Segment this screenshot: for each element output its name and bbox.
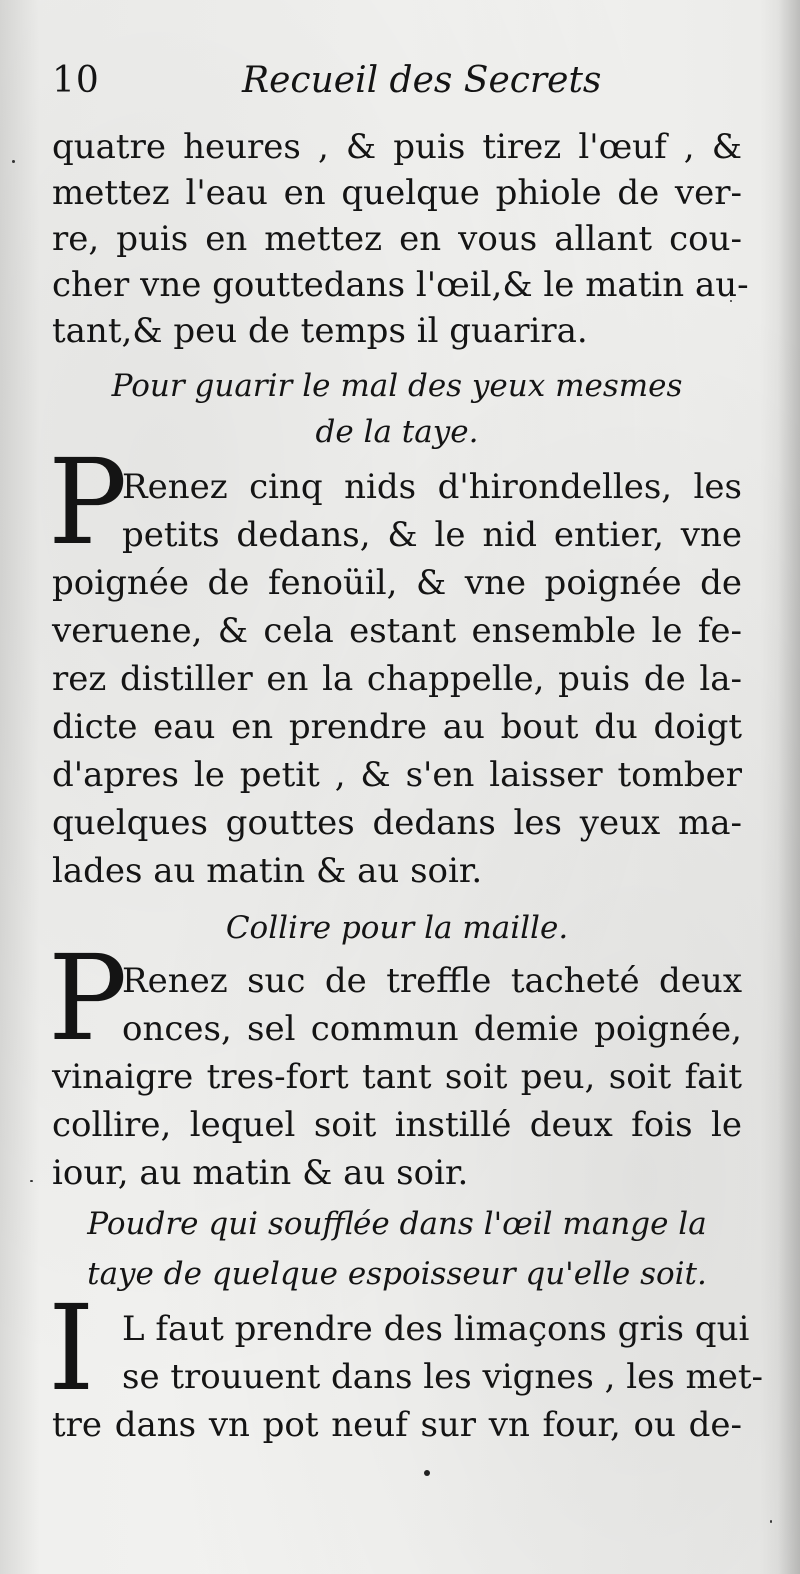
text-line: veruene, & cela estant ensemble le fe- (52, 611, 742, 651)
drop-cap: P (48, 929, 128, 1067)
ink-speck (30, 1180, 33, 1182)
text-line: vinaigre tres-fort tant soit peu, soit fait (52, 1057, 742, 1097)
running-title: Recueil des Secrets (242, 60, 602, 101)
section-heading: Pour guarir le mal des yeux mesmes (111, 368, 683, 404)
text-line: rez distiller en la chappelle, puis de la- (52, 659, 742, 699)
text-line: Renez suc de treffle tacheté deux (122, 961, 742, 1001)
page-header (52, 60, 752, 112)
section-heading: Poudre qui soufflée dans l'œil mange la (87, 1206, 707, 1242)
text-line: d'apres le petit , & s'en laisser tomber (52, 755, 742, 795)
text-line: collire, lequel soit instillé deux fois le (52, 1105, 742, 1145)
text-line: lades au matin & au soir. (52, 851, 483, 891)
text-line: Renez cinq nids d'hirondelles, les (122, 467, 742, 507)
text-line: dicte eau en prendre au bout du doigt (52, 707, 742, 747)
text-line: mettez l'eau en quelque phiole de ver- (52, 173, 742, 213)
text-line: tant,& peu de temps il guarira. (52, 311, 588, 351)
page-number: 10 (52, 60, 100, 101)
text-line: iour, au matin & au soir. (52, 1153, 469, 1193)
text-line: onces, sel commun demie poignée, (122, 1009, 742, 1049)
text-line: quelques gouttes dedans les yeux ma- (52, 803, 742, 843)
text-line: se trouuent dans les vignes , les met- (122, 1357, 763, 1397)
ink-speck (12, 160, 15, 163)
ink-speck (770, 1520, 772, 1523)
text-line: quatre heures , & puis tirez l'œuf , & (52, 127, 742, 167)
text-line: poignée de fenoüil, & vne poignée de (52, 563, 742, 603)
text-line: re, puis en mettez en vous allant cou- (52, 219, 742, 259)
text-line: petits dedans, & le nid entier, vne (122, 515, 742, 555)
text-line: tre dans vn pot neuf sur vn four, ou de- (52, 1405, 742, 1445)
printer-mark (424, 1470, 430, 1476)
drop-cap: I (48, 1279, 95, 1417)
section-heading: taye de quelque espoisseur qu'elle soit. (87, 1256, 707, 1292)
text-line: cher vne gouttedans l'œil,& le matin au- (52, 265, 749, 305)
section-heading: Collire pour la maille. (225, 910, 569, 946)
text-line: L faut prendre des limaçons gris qui (122, 1309, 750, 1349)
page-edge-shadow (778, 0, 800, 1574)
drop-cap: P (48, 433, 128, 571)
section-heading: de la taye. (315, 414, 479, 450)
